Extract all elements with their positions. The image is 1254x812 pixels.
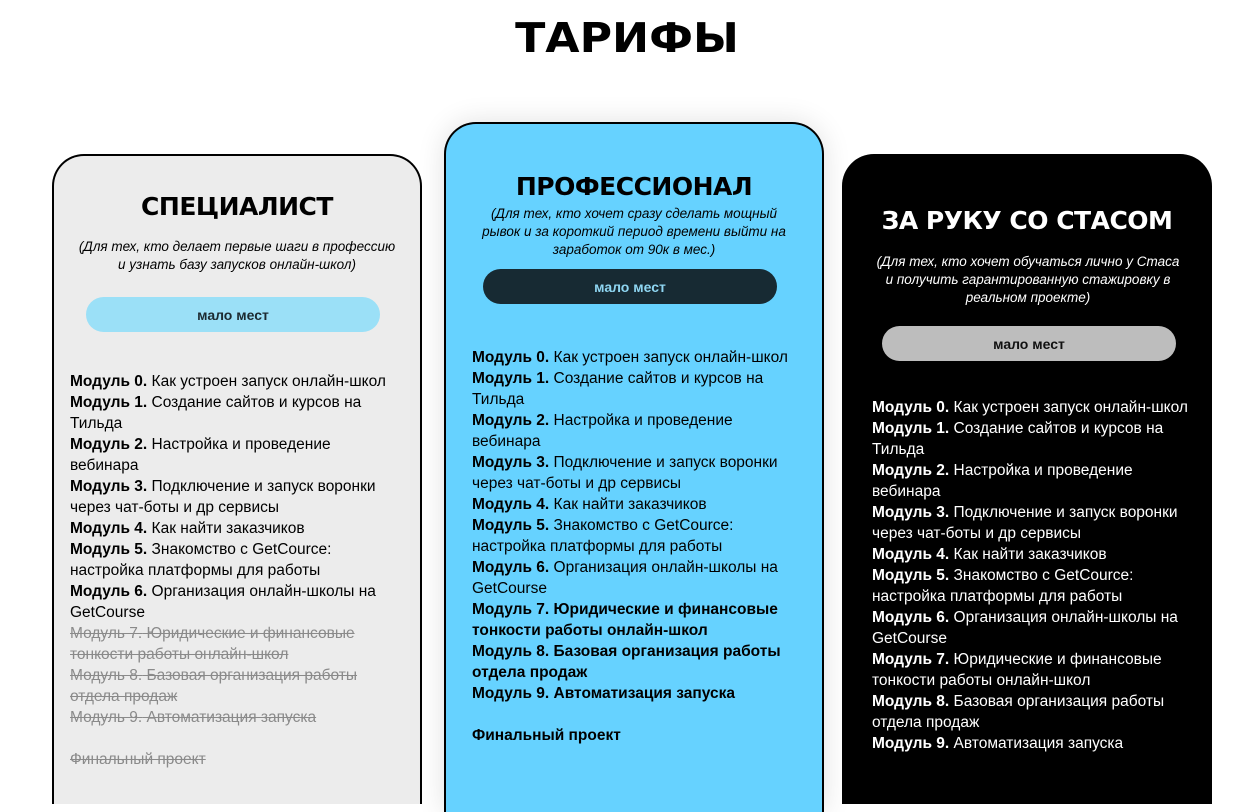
module-label: Модуль 5. xyxy=(872,567,950,584)
module-text: Как устроен запуск онлайн-школ xyxy=(147,373,386,390)
plan-title: ПРОФЕССИОНАЛ xyxy=(515,172,753,201)
module-item xyxy=(70,434,400,476)
module-text: Юридические и финансовые тонкости работы онлайн-школ xyxy=(472,601,778,639)
module-text: Как найти заказчиков xyxy=(949,546,1107,563)
module-list xyxy=(872,397,1202,754)
module-label: Модуль 1. xyxy=(472,370,550,387)
few-seats-button[interactable]: мало мест xyxy=(882,326,1176,361)
module-label: Модуль 6. xyxy=(472,559,550,576)
module-text: Настройка и проведение вебинара xyxy=(872,462,1133,500)
final-project: Финальный проект xyxy=(472,727,621,744)
module-label: Модуль 6. xyxy=(70,583,148,600)
module-label: Модуль 4. xyxy=(70,520,148,537)
plan-subtitle: (Для тех, кто хочет сразу сделать мощный рывок и за короткий период времени выйти на заработок от 90к в мес.) xyxy=(482,206,786,257)
module-text: Организация онлайн-школы на GetCourse xyxy=(70,583,376,621)
module-item xyxy=(472,410,802,452)
module-label: Модуль 3. xyxy=(872,504,950,521)
module-item-excluded xyxy=(70,665,400,707)
module-item xyxy=(472,494,802,515)
plan-subtitle: (Для тех, кто делает первые шаги в профессию и узнать базу запусков онлайн-школ) xyxy=(78,239,396,272)
module-item xyxy=(872,649,1202,691)
module-label: Модуль 3. xyxy=(70,478,148,495)
module-label: Модуль 4. xyxy=(872,546,950,563)
page-title: ТАРИФЫ xyxy=(515,14,739,62)
module-text: Базовая организация работы отдела продаж xyxy=(872,693,1165,731)
plan-title: СПЕЦИАЛИСТ xyxy=(141,192,333,221)
module-text: Базовая организация работы отдела продаж xyxy=(70,667,358,705)
module-item xyxy=(872,460,1202,502)
module-item xyxy=(872,397,1202,418)
module-label: Модуль 0. xyxy=(70,373,148,390)
module-text: Создание сайтов и курсов на Тильда xyxy=(472,370,764,408)
module-text: Настройка и проведение вебинара xyxy=(472,412,733,450)
module-text: Автоматизация запуска xyxy=(949,735,1124,752)
module-label: Модуль 7. xyxy=(472,601,550,618)
module-text: Знакомство с GetCource: настройка платформы для работы xyxy=(472,517,734,555)
module-label: Модуль 5. xyxy=(70,541,148,558)
module-label: Модуль 9. xyxy=(872,735,950,752)
module-text: Создание сайтов и курсов на Тильда xyxy=(872,420,1164,458)
module-item xyxy=(70,581,400,623)
module-text: Подключение и запуск воронки через чат-боты и др сервисы xyxy=(872,504,1178,542)
module-item xyxy=(872,607,1202,649)
plan-card-specialist xyxy=(52,154,422,804)
module-label: Модуль 7. xyxy=(872,651,950,668)
module-label: Модуль 8. xyxy=(70,667,143,684)
module-text: Знакомство с GetCource: настройка платформы для работы xyxy=(872,567,1134,605)
module-label: Модуль 9. xyxy=(70,709,143,726)
module-item xyxy=(472,557,802,599)
module-label: Модуль 0. xyxy=(472,349,550,366)
module-text: Как устроен запуск онлайн-школ xyxy=(949,399,1188,416)
module-text: Знакомство с GetCource: настройка платформы для работы xyxy=(70,541,332,579)
module-text: Как устроен запуск онлайн-школ xyxy=(549,349,788,366)
module-label: Модуль 2. xyxy=(70,436,148,453)
module-item xyxy=(872,565,1202,607)
module-text: Как найти заказчиков xyxy=(549,496,707,513)
module-item xyxy=(70,518,400,539)
module-item xyxy=(472,368,802,410)
module-item xyxy=(472,515,802,557)
few-seats-button[interactable]: мало мест xyxy=(86,297,380,332)
module-item xyxy=(872,544,1202,565)
module-label: Модуль 3. xyxy=(472,454,550,471)
module-label: Модуль 5. xyxy=(472,517,550,534)
module-label: Модуль 6. xyxy=(872,609,950,626)
module-text: Юридические и финансовые тонкости работы онлайн-школ xyxy=(872,651,1162,689)
final-project-excluded: Финальный проект xyxy=(70,751,206,768)
module-item xyxy=(472,347,802,368)
module-item-excluded xyxy=(70,707,400,728)
module-label: Модуль 9. xyxy=(472,685,550,702)
module-label: Модуль 7. xyxy=(70,625,143,642)
module-item xyxy=(872,733,1202,754)
module-item xyxy=(472,452,802,494)
module-text: Подключение и запуск воронки через чат-боты и др сервисы xyxy=(70,478,376,516)
module-label: Модуль 4. xyxy=(472,496,550,513)
module-text: Юридические и финансовые тонкости работы онлайн-школ xyxy=(70,625,355,663)
module-item xyxy=(872,418,1202,460)
module-label: Модуль 2. xyxy=(872,462,950,479)
module-item-highlighted xyxy=(472,683,802,704)
module-label: Модуль 8. xyxy=(472,643,550,660)
module-item-excluded xyxy=(70,623,400,665)
module-text: Организация онлайн-школы на GetCourse xyxy=(872,609,1178,647)
plan-title: ЗА РУКУ СО СТАСОМ xyxy=(881,206,1173,235)
module-item-highlighted xyxy=(472,641,802,683)
module-item xyxy=(70,539,400,581)
module-text: Настройка и проведение вебинара xyxy=(70,436,331,474)
module-label: Модуль 2. xyxy=(472,412,550,429)
module-item xyxy=(70,476,400,518)
module-item xyxy=(70,392,400,434)
plan-card-with-stas xyxy=(842,154,1212,804)
module-text: Подключение и запуск воронки через чат-боты и др сервисы xyxy=(472,454,778,492)
module-item xyxy=(872,502,1202,544)
module-text: Автоматизация запуска xyxy=(549,685,735,702)
module-label: Модуль 1. xyxy=(872,420,950,437)
module-label: Модуль 1. xyxy=(70,394,148,411)
module-text: Как найти заказчиков xyxy=(147,520,305,537)
few-seats-button[interactable]: мало мест xyxy=(483,269,777,304)
module-text: Базовая организация работы отдела продаж xyxy=(472,643,781,681)
module-list xyxy=(70,371,400,770)
module-text: Организация онлайн-школы на GetCourse xyxy=(472,559,778,597)
module-label: Модуль 8. xyxy=(872,693,950,710)
module-label: Модуль 0. xyxy=(872,399,950,416)
plan-subtitle: (Для тех, кто хочет обучаться лично у Стаса и получить гарантированную стажировку в реальном проекте) xyxy=(876,254,1180,305)
module-item-highlighted xyxy=(472,599,802,641)
module-item xyxy=(872,691,1202,733)
module-list xyxy=(472,347,802,746)
module-text: Создание сайтов и курсов на Тильда xyxy=(70,394,362,432)
module-text: Автоматизация запуска xyxy=(142,709,317,726)
plan-card-professional xyxy=(444,122,824,812)
module-item xyxy=(70,371,400,392)
